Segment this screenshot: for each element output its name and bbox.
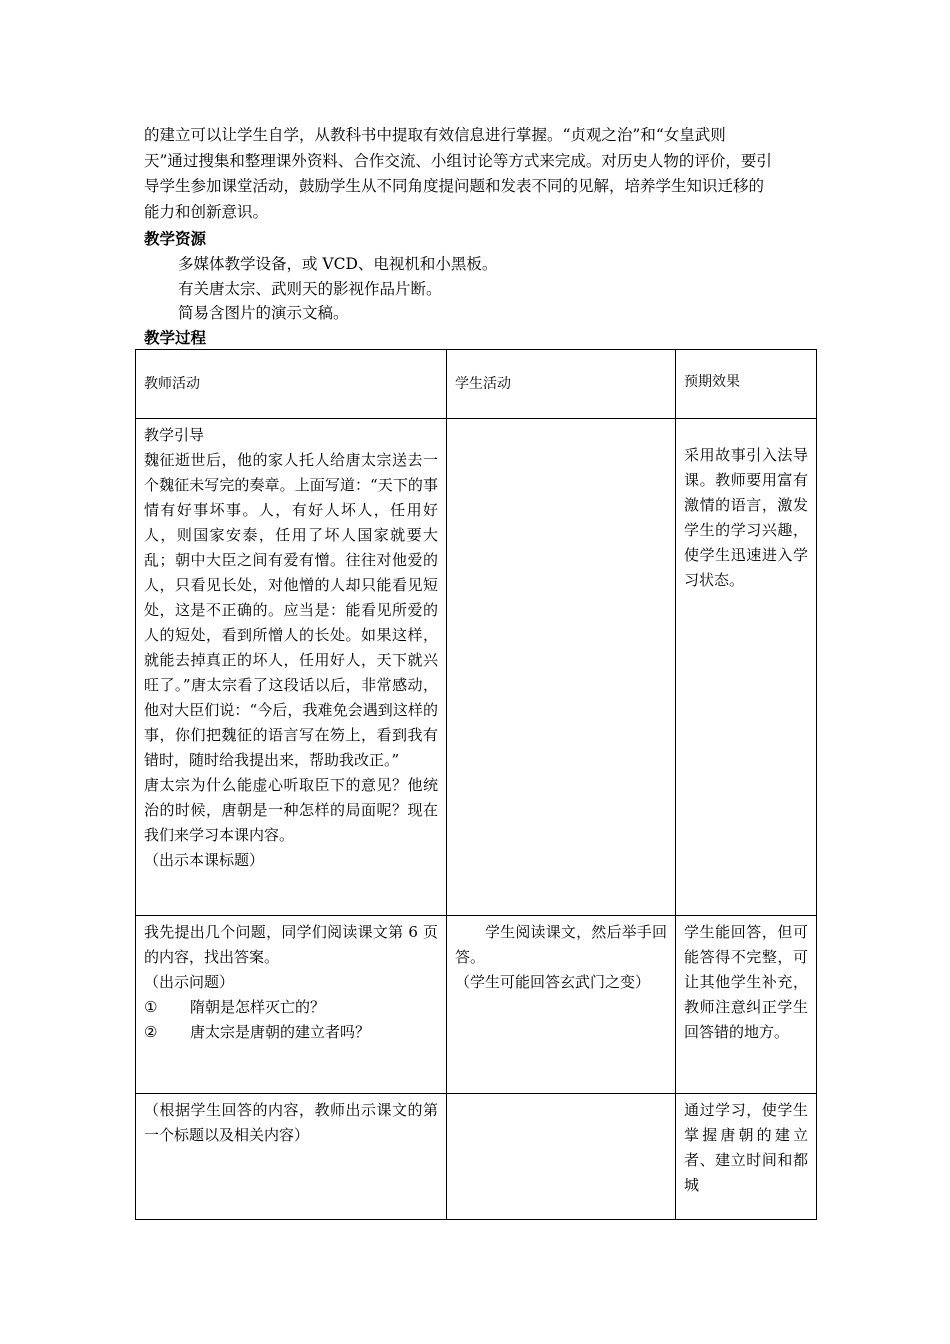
- teacher-activity-cell: （根据学生回答的内容，教师出示课文的第一个标题以及相关内容）: [136, 1094, 447, 1220]
- table-row: [136, 419, 817, 916]
- question-item: ② 唐太宗是唐朝的建立者吗？: [144, 1023, 371, 1041]
- expected-effect-cell: 学生能回答，但可能答得不完整，可让其他学生补充，教师注意纠正学生回答错的地方。: [676, 916, 817, 1094]
- resource-item: 简易含图片的演示文稿。: [178, 304, 349, 322]
- resource-item: 有关唐太宗、武则天的影视作品片断。: [178, 280, 442, 298]
- student-activity-cell: [447, 419, 676, 916]
- header-student-activity: 学生活动: [447, 350, 676, 419]
- resource-item: 多媒体教学设备，或 VCD、电视机和小黑板。: [178, 255, 498, 273]
- question-item: ① 隋朝是怎样灭亡的？: [144, 998, 326, 1016]
- intro-line: 导学生参加课堂活动，鼓励学生从不同角度提问题和发表不同的见解，培养学生知识迁移的: [144, 177, 765, 195]
- intro-line: 能力和创新意识。: [144, 202, 269, 221]
- expected-effect-cell: 采用故事引入法导课。教师要用富有激情的语言，激发学生的学习兴趣，使学生迅速进入学习状态。: [676, 419, 817, 916]
- table-row: [136, 916, 817, 1094]
- process-heading: 教学过程: [144, 329, 207, 347]
- teacher-activity-cell: 我先提出几个问题，同学们阅读课文第 6 页的内容，找出答案。 （出示问题） ① 隋朝是怎样灭亡的？ ② 唐太宗是唐朝的建立者吗？: [136, 916, 447, 1094]
- intro-line: 的建立可以让学生自学，从教科书中提取有效信息进行掌握。“贞观之治”和“女皇武则: [144, 126, 726, 144]
- table-row: [136, 1094, 817, 1220]
- table-header-row: [136, 350, 817, 419]
- expected-effect-cell: 通过学习，使学生掌握唐朝的建立者、建立时间和都城: [676, 1094, 817, 1220]
- student-activity-cell: 学生阅读课文，然后举手回答。 （学生可能回答玄武门之变）: [447, 916, 676, 1094]
- header-teacher-activity: 教师活动: [136, 350, 447, 419]
- intro-line: 天”通过搜集和整理课外资料、合作交流、小组讨论等方式来完成。对历史人物的评价，要引: [144, 151, 772, 170]
- teacher-activity-cell: 教学引导 魏征逝世后，他的家人托人给唐太宗送去一个魏征未写完的奏章。上面写道：“天下的事情有好事坏事。人，有好人坏人，任用好人，则国家安泰，任用了坏人国家就要大乱；朝中大臣之间有爱有憎。往往对他爱的人，只看见长处，对他憎的人却只能看见短处，这是不正确的。应当是：能看见所爱的人的短处，看到所憎人的长处。如果这样，就能去掉真正的坏人，任用好人，天下就兴旺了。”唐太宗看了这段话以后，非常感动，他对大臣们说：“今后，我难免会遇到这样的事，你们把魏征的语言写在笏上，看到我有错时，随时给我提出来，帮助我改正。” 唐太宗为什么能虚心听取臣下的意见？他统治的时候，唐朝是一种怎样的局面呢？现在我们来学习本课内容。 （出示本课标题）: [136, 419, 447, 916]
- student-activity-cell: [447, 1094, 676, 1220]
- intro-paragraph: [144, 123, 816, 225]
- header-expected-effect: 预期效果: [676, 350, 817, 419]
- teaching-process-table: [135, 349, 817, 1220]
- resources-heading: 教学资源: [144, 230, 207, 248]
